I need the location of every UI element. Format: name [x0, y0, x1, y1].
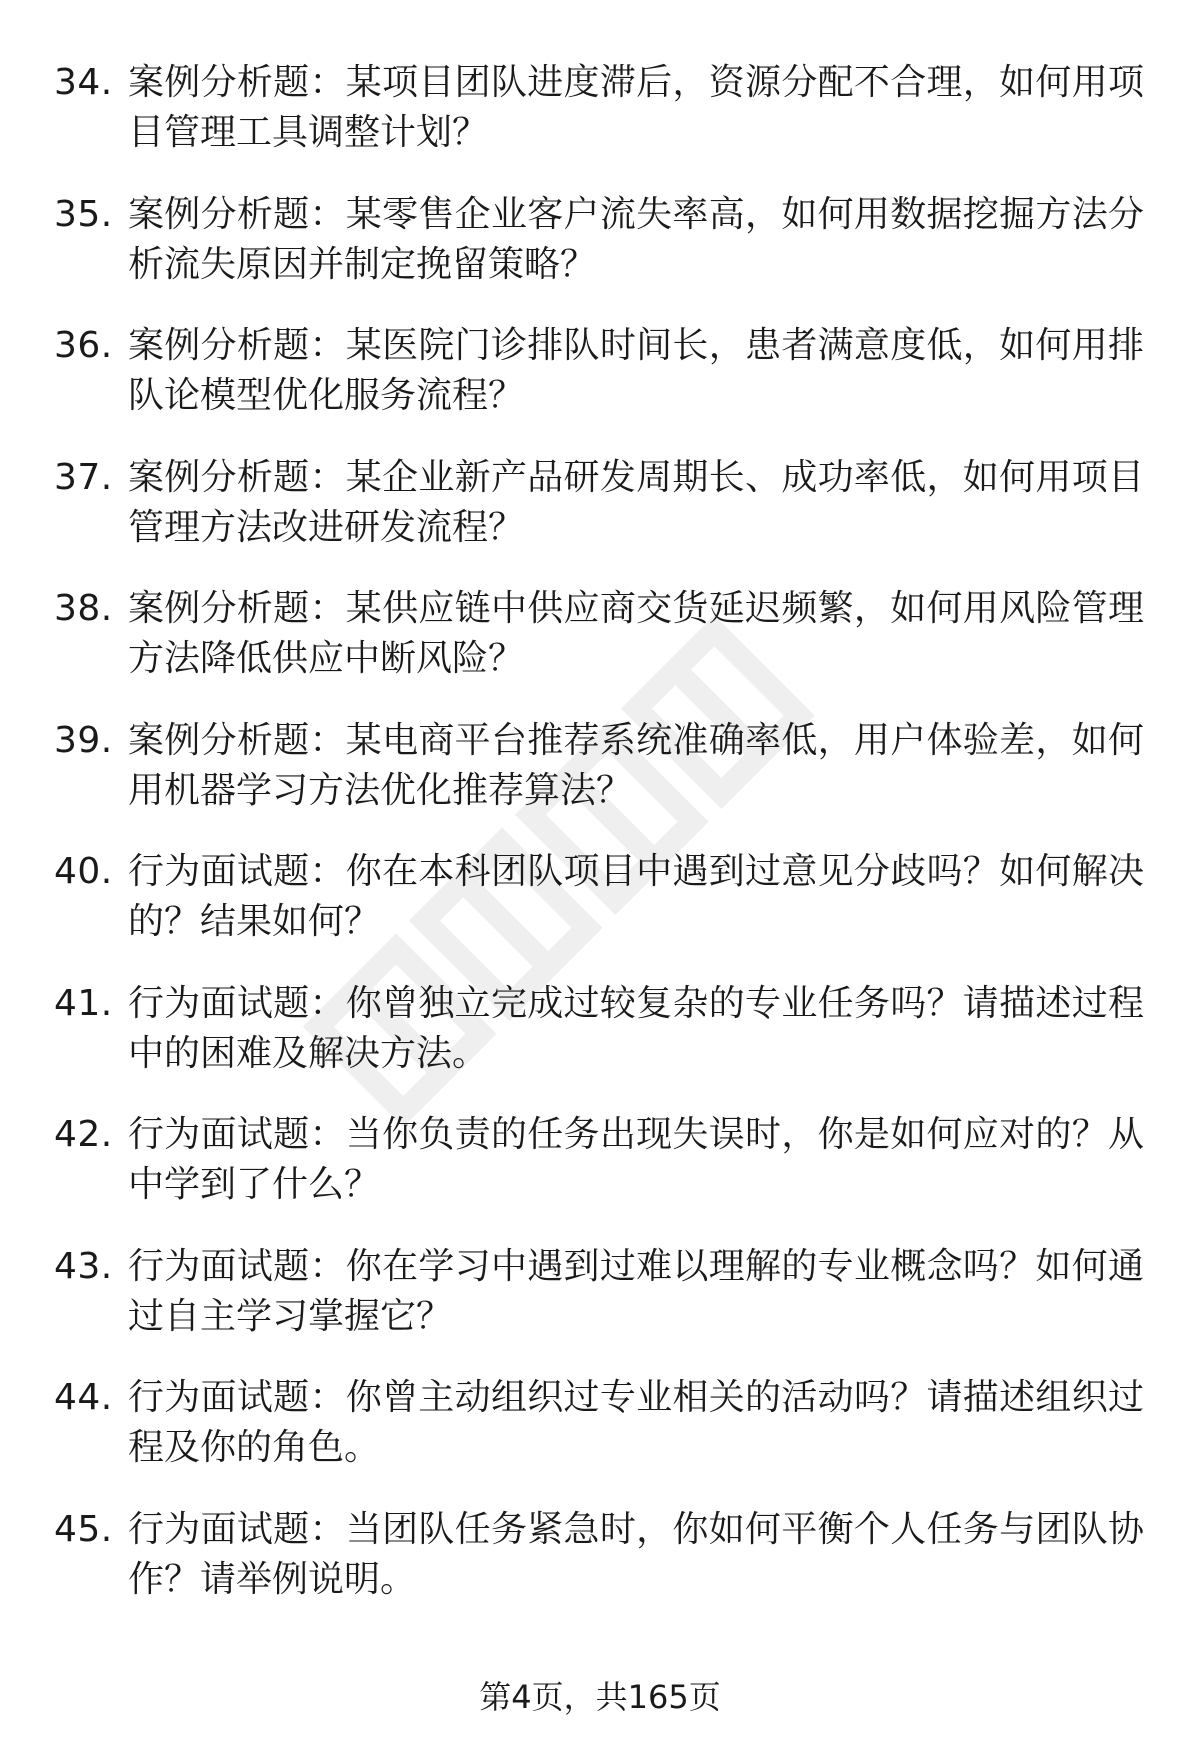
list-item	[54, 1110, 1144, 1242]
question-number: 40.	[54, 851, 113, 892]
list-item	[54, 979, 1144, 1111]
list-item	[54, 190, 1144, 322]
list-item	[54, 847, 1144, 979]
question-text: 案例分析题：某电商平台推荐系统准确率低，用户体验差，如何用机器学习方法优化推荐算法？	[128, 719, 1144, 811]
question-text: 行为面试题：当你负责的任务出现失误时，你是如何应对的？从中学到了什么？	[128, 1114, 1144, 1205]
question-text: 行为面试题：你曾主动组织过专业相关的活动吗？请描述组织过程及你的角色。	[128, 1377, 1144, 1468]
question-list	[54, 58, 1144, 1636]
question-text: 行为面试题：你曾独立完成过较复杂的专业任务吗？请描述过程中的困难及解决方法。	[128, 982, 1144, 1074]
question-number: 41.	[54, 982, 113, 1024]
question-text: 案例分析题：某零售企业客户流失率高，如何用数据挖掘方法分析流失原因并制定挽留策略？	[128, 193, 1144, 285]
question-text: 案例分析题：某企业新产品研发周期长、成功率低，如何用项目管理方法改进研发流程？	[128, 456, 1144, 548]
question-number: 38.	[54, 588, 113, 629]
question-text: 案例分析题：某供应链中供应商交货延迟频繁，如何用风险管理方法降低供应中断风险？	[128, 588, 1144, 679]
question-number: 44.	[54, 1377, 113, 1418]
question-text: 行为面试题：当团队任务紧急时，你如何平衡个人任务与团队协作？请举例说明。	[128, 1508, 1144, 1600]
page-indicator: 第4页，共165页	[479, 1678, 721, 1716]
list-item	[54, 1505, 1144, 1637]
list-item	[54, 58, 1144, 190]
list-item	[54, 1242, 1144, 1374]
question-text: 案例分析题：某项目团队进度滞后，资源分配不合理，如何用项目管理工具调整计划？	[128, 62, 1144, 153]
question-text: 行为面试题：你在本科团队项目中遇到过意见分歧吗？如何解决的？结果如何？	[128, 851, 1144, 942]
question-number: 39.	[54, 719, 113, 761]
list-item	[54, 716, 1144, 848]
question-text: 案例分析题：某医院门诊排队时间长，患者满意度低，如何用排队论模型优化服务流程？	[128, 325, 1144, 416]
list-item	[54, 584, 1144, 716]
list-item	[54, 321, 1144, 453]
question-text: 行为面试题：你在学习中遇到过难以理解的专业概念吗？如何通过自主学习掌握它？	[128, 1245, 1144, 1337]
question-number: 34.	[54, 62, 113, 103]
question-number: 42.	[54, 1114, 113, 1155]
list-item	[54, 1373, 1144, 1505]
question-number: 37.	[54, 456, 113, 498]
question-number: 36.	[54, 325, 113, 366]
list-item	[54, 453, 1144, 585]
question-number: 45.	[54, 1508, 113, 1550]
question-number: 43.	[54, 1245, 113, 1287]
question-number: 35.	[54, 193, 113, 235]
